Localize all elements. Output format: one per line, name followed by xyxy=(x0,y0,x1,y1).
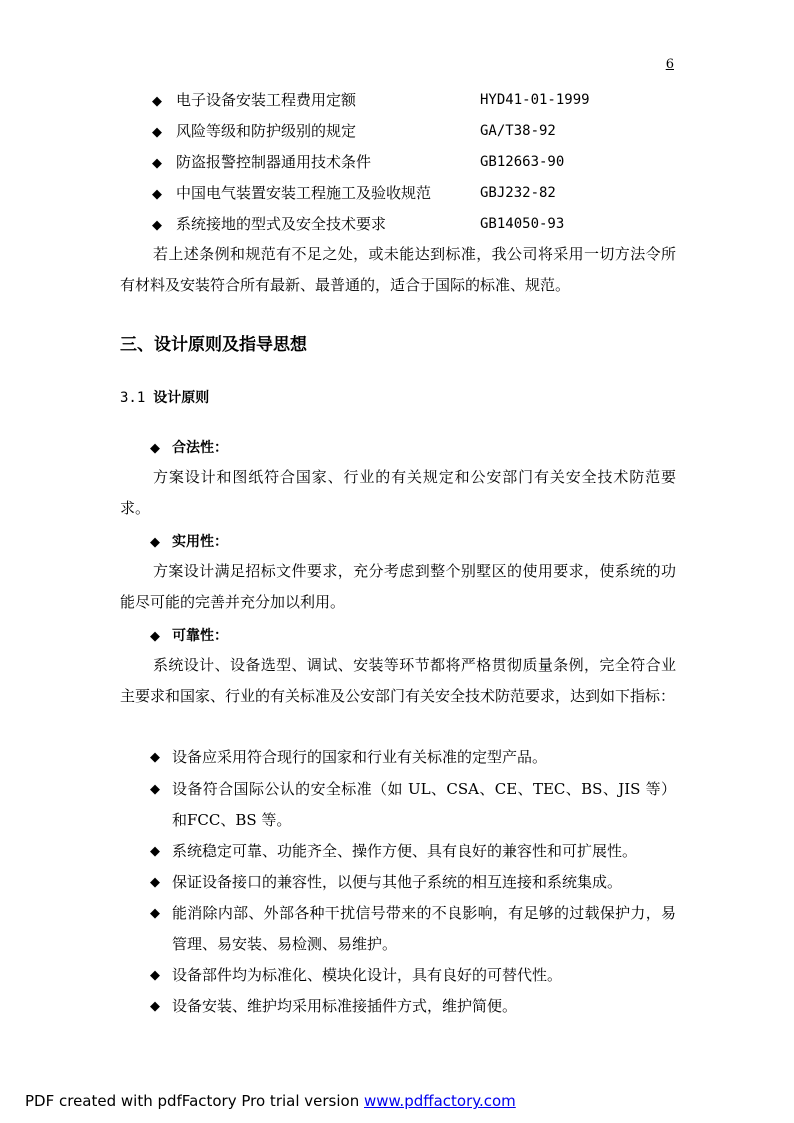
standard-item xyxy=(152,90,590,110)
principle-title xyxy=(150,437,228,457)
pdf-footer xyxy=(25,1092,516,1110)
diamond-bullet-icon: ◆ xyxy=(150,441,160,456)
reliability-item xyxy=(150,991,676,1022)
principle-text: 系统设计、设备选型、调试、安装等环节都将严格贯彻质量条例，完全符合业主要求和国家、行业的有关标准及公安部门有关安全技术防范要求，达到如下指标： xyxy=(120,656,676,705)
footer-text: PDF created with pdfFactory Pro trial version xyxy=(25,1092,364,1110)
standard-code: GBJ232-82 xyxy=(480,185,556,201)
diamond-bullet-icon: ◆ xyxy=(150,750,160,765)
diamond-bullet-icon: ◆ xyxy=(150,782,160,797)
standard-name: 风险等级和防护级别的规定 xyxy=(176,122,357,140)
section-heading: 三、设计原则及指导思想 xyxy=(120,335,307,355)
page-number: 6 xyxy=(665,57,674,72)
subsection-title: 设计原则 xyxy=(153,390,210,406)
standard-code: HYD41-01-1999 xyxy=(480,92,590,108)
reliability-item-text: 能消除内部、外部各种干扰信号带来的不良影响，有足够的过载保护力，易管理、易安装、易检测、易维护。 xyxy=(172,904,676,953)
reliability-item-text: 保证设备接口的兼容性，以便与其他子系统的相互连接和系统集成。 xyxy=(172,873,623,891)
reliability-item xyxy=(150,960,676,991)
reliability-item-text: 设备部件均为标准化、模块化设计，具有良好的可替代性。 xyxy=(172,966,563,984)
subsection-heading xyxy=(120,387,209,407)
diamond-bullet-icon: ◆ xyxy=(152,94,162,109)
standard-name: 系统接地的型式及安全技术要求 xyxy=(176,215,387,233)
diamond-bullet-icon: ◆ xyxy=(152,156,162,171)
diamond-bullet-icon: ◆ xyxy=(150,906,160,921)
reliability-item xyxy=(150,774,676,836)
standard-item xyxy=(152,152,565,172)
diamond-bullet-icon: ◆ xyxy=(152,125,162,140)
reliability-item-text: 设备应采用符合现行的国家和行业有关标准的定型产品。 xyxy=(172,748,548,766)
reliability-item-text: 系统稳定可靠、功能齐全、操作方便、具有良好的兼容性和可扩展性。 xyxy=(172,842,638,860)
standard-code: GB14050-93 xyxy=(480,216,565,232)
reliability-item-text: 设备安装、维护均采用标准接插件方式，维护简便。 xyxy=(172,997,518,1015)
reliability-item-text: 设备符合国际公认的安全标准（如 UL、CSA、CE、TEC、BS、JIS 等）和FCC、BS 等。 xyxy=(172,780,676,829)
intro-paragraph: 若上述条例和规范有不足之处，或未能达到标准，我公司将采用一切方法令所有材料及安装符合所有最新、最普通的，适合于国际的标准、规范。 xyxy=(120,245,676,294)
diamond-bullet-icon: ◆ xyxy=(150,875,160,890)
diamond-bullet-icon: ◆ xyxy=(150,629,160,644)
standard-code: GB12663-90 xyxy=(480,154,565,170)
standard-code: GA/T38-92 xyxy=(480,123,556,139)
diamond-bullet-icon: ◆ xyxy=(150,968,160,983)
diamond-bullet-icon: ◆ xyxy=(150,844,160,859)
standard-name: 电子设备安装工程费用定额 xyxy=(176,91,357,109)
standard-item xyxy=(152,214,565,234)
reliability-item xyxy=(150,867,676,898)
reliability-item xyxy=(150,898,676,960)
reliability-item xyxy=(150,742,676,773)
principle-text: 方案设计和图纸符合国家、行业的有关规定和公安部门有关安全技术防范要求。 xyxy=(120,468,676,517)
principle-title xyxy=(150,625,228,645)
standard-name: 防盗报警控制器通用技术条件 xyxy=(176,153,372,171)
subsection-number: 3.1 xyxy=(120,390,146,406)
diamond-bullet-icon: ◆ xyxy=(152,218,162,233)
footer-link[interactable]: www.pdffactory.com xyxy=(364,1092,516,1110)
standard-name: 中国电气装置安装工程施工及验收规范 xyxy=(176,184,432,202)
diamond-bullet-icon: ◆ xyxy=(152,187,162,202)
diamond-bullet-icon: ◆ xyxy=(150,999,160,1014)
principle-title xyxy=(150,531,228,551)
principle-title-text: 实用性： xyxy=(172,534,228,550)
diamond-bullet-icon: ◆ xyxy=(150,535,160,550)
reliability-item xyxy=(150,836,676,867)
principle-title-text: 合法性： xyxy=(172,440,228,456)
principle-text: 方案设计满足招标文件要求，充分考虑到整个别墅区的使用要求，使系统的功能尽可能的完善并充分加以利用。 xyxy=(120,562,676,611)
standard-item xyxy=(152,121,556,141)
principle-title-text: 可靠性： xyxy=(172,628,228,644)
standard-item xyxy=(152,183,556,203)
